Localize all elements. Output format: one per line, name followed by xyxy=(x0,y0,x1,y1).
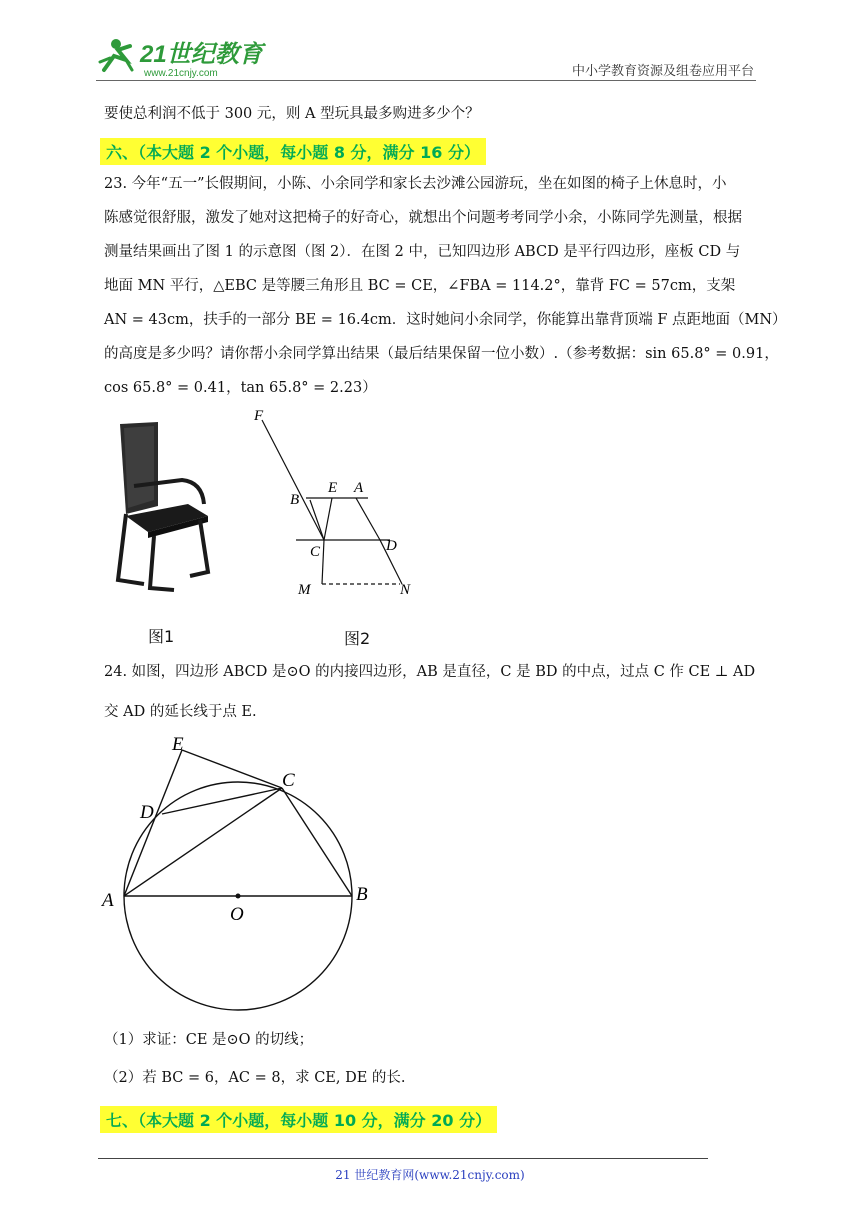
point-a-label: A xyxy=(354,480,364,496)
section-six-banner: 六、（本大题 2 个小题，每小题 8 分，满分 16 分） xyxy=(100,138,486,165)
logo-sub: www.21cnjy.com xyxy=(144,68,218,79)
q23-line-1: 23. 今年“五一”长假期间，小陈、小余同学和家长去沙滩公园游玩，坐在如图的椅子上休息时，小 xyxy=(104,176,727,192)
q24-line-1: 24. 如图，四边形 ABCD 是⊙O 的内接四边形，AB 是直径，C 是 BD 的中点，过点 C 作 CE ⊥ AD xyxy=(104,664,756,680)
q23-line-5: AN = 43cm，扶手的一部分 BE = 16.4cm．这时她问小余同学，你能算出靠背顶端 F 点距地面（MN） xyxy=(104,312,787,328)
point-o-label: O xyxy=(230,904,244,925)
point-n-label: N xyxy=(400,582,411,598)
header-platform-text: 中小学教育资源及组卷应用平台 xyxy=(571,64,754,79)
q24-part-2: （2）若 BC = 6，AC = 8，求 CE, DE 的长. xyxy=(104,1070,406,1086)
point-d-label: D xyxy=(386,538,397,554)
header-divider xyxy=(96,80,756,81)
point-c-label: C xyxy=(282,770,295,791)
q24-part-1: （1）求证：CE 是⊙O 的切线； xyxy=(104,1032,314,1048)
q23-line-7: cos 65.8° = 0.41，tan 65.8° = 2.23） xyxy=(104,380,377,396)
site-logo xyxy=(96,34,266,80)
figure-one-caption: 图1 xyxy=(148,627,175,646)
point-d-label: D xyxy=(140,802,154,823)
footer-text: 21 世纪教育网(www.21cnjy.com) xyxy=(335,1168,525,1182)
point-f-label: F xyxy=(254,408,264,424)
chair-photo xyxy=(104,420,224,600)
q24-line-2: 交 AD 的延长线于点 E. xyxy=(104,704,257,720)
point-a-label: A xyxy=(102,890,114,911)
footer-divider xyxy=(98,1158,708,1159)
prev-question-line: 要使总利润不低于 300 元，则 A 型玩具最多购进多少个？ xyxy=(104,106,480,122)
point-e-label: E xyxy=(172,734,184,755)
q23-line-6: 的高度是多少吗？请你帮小余同学算出结果（最后结果保留一位小数）.（参考数据：sin 65.8° = 0.91， xyxy=(104,346,779,362)
point-b-label: B xyxy=(290,492,300,508)
section-seven-banner: 七、（本大题 2 个小题，每小题 10 分，满分 20 分） xyxy=(100,1106,497,1133)
q23-line-2: 陈感觉很舒服，激发了她对这把椅子的好奇心，就想出个问题考考同学小余，小陈同学先测量，根据 xyxy=(104,210,742,226)
circle-figure xyxy=(96,732,386,1012)
point-b-label: B xyxy=(356,884,368,905)
q23-line-3: 测量结果画出了图 1 的示意图（图 2）．在图 2 中，已知四边形 ABCD 是平行四边形，座板 CD 与 xyxy=(104,244,741,260)
point-e-label: E xyxy=(328,480,338,496)
logo-text: 21世纪教育 xyxy=(140,41,263,68)
point-c-label: C xyxy=(310,544,321,560)
q23-line-4: 地面 MN 平行，△EBC 是等腰三角形且 BC = CE，∠FBA = 114.2°，靠背 FC = 57cm，支架 xyxy=(104,278,736,294)
point-m-label: M xyxy=(298,582,311,598)
runner-logo-icon xyxy=(96,34,266,80)
figure-two-diagram xyxy=(250,404,430,604)
figure-two-caption: 图2 xyxy=(344,629,371,648)
